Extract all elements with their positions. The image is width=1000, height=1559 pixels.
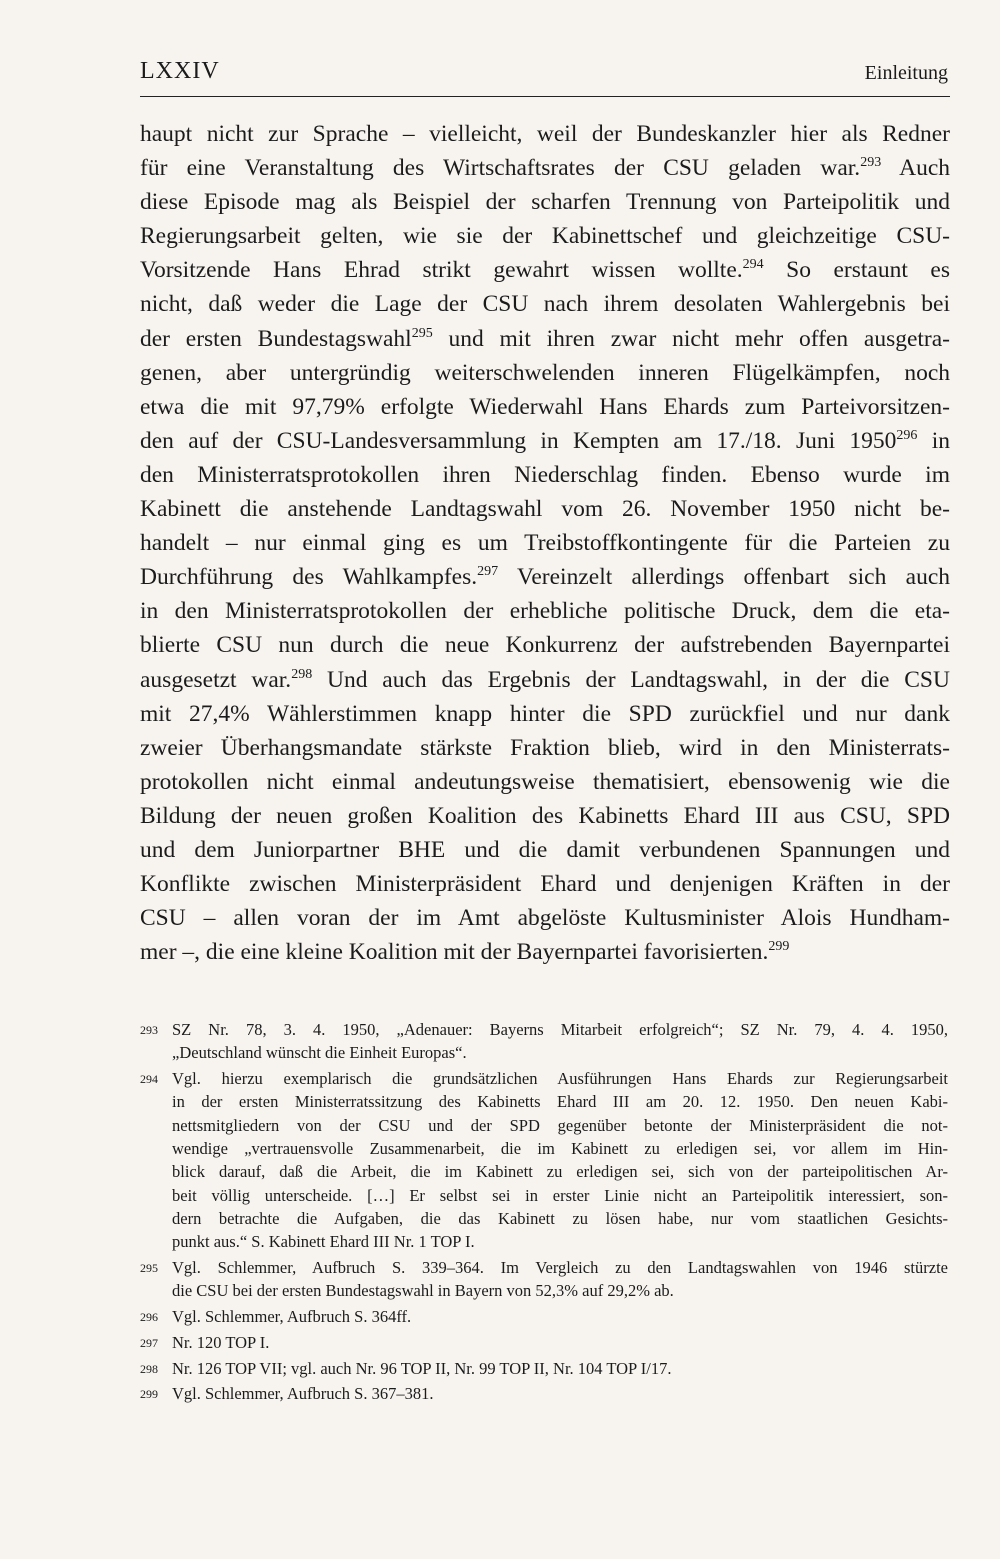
body-line: für eine Veranstaltung des Wirtschaftsrates der CSU geladen war.$^{293}$ Auch bbox=[140, 155, 950, 182]
section-title: Einleitung bbox=[864, 62, 948, 84]
footnote bbox=[140, 1382, 948, 1405]
footnote-number: 293 bbox=[140, 1023, 158, 1037]
footnotes bbox=[140, 1018, 948, 1408]
body-line: der ersten Bundestagswahl$^{295}$ und mit ihren zwar nicht mehr offen ausgetra- bbox=[140, 325, 951, 352]
footnote-number: 297 bbox=[140, 1335, 158, 1350]
body-line: in den Ministerratsprotokollen der erhebliche politische Druck, dem die eta- bbox=[140, 598, 950, 625]
footnote-line: Vgl. Schlemmer, Aufbruch S. 367–381. bbox=[172, 1384, 434, 1404]
footnote bbox=[140, 1357, 948, 1380]
footnote bbox=[140, 1256, 948, 1303]
footnote-line: blick darauf, daß die Arbeit, die im Kabinett zu erledigen sei, sich von der parteipolitischen Ar- bbox=[172, 1162, 948, 1182]
running-header bbox=[140, 58, 948, 98]
body-line: und dem Juniorpartner BHE und die damit verbundenen Spannungen und bbox=[140, 836, 950, 863]
body-line: Durchführung des Wahlkampfes.$^{297}$ Vereinzelt allerdings offenbart sich auch bbox=[140, 564, 951, 591]
footnote-ref: 299 bbox=[768, 939, 790, 955]
body-line: diese Episode mag als Beispiel der scharfen Trennung von Parteipolitik und bbox=[140, 189, 950, 216]
footnote bbox=[140, 1018, 948, 1065]
body-line: mit 27,4% Wählerstimmen knapp hinter die SPD zurückfiel und nur dank bbox=[140, 700, 950, 727]
footnote-line: Nr. 120 TOP I. bbox=[172, 1332, 270, 1352]
body-line: blierte CSU nun durch die neue Konkurrenz der aufstrebenden Bayernpartei bbox=[140, 632, 950, 659]
body-line: CSU – allen voran der im Amt abgelöste Kultusminister Alois Hundham- bbox=[140, 905, 950, 932]
body-text bbox=[140, 117, 950, 969]
footnote bbox=[140, 1305, 948, 1328]
footnote-line: Vgl. hierzu exemplarisch die grundsätzlichen Ausführungen Hans Ehards zur Regierungsarbeit bbox=[172, 1069, 948, 1089]
footnote-line: SZ Nr. 78, 3. 4. 1950, „Adenauer: Bayerns Mitarbeit erfolgreich“; SZ Nr. 79, 4. 4. 1950, bbox=[172, 1020, 948, 1039]
body-line: protokollen nicht einmal andeutungsweise thematisiert, ebensowenig wie die bbox=[140, 768, 950, 795]
footnote-ref: 296 bbox=[896, 427, 918, 443]
body-line: Bildung der neuen großen Koalition des Kabinetts Ehard III aus CSU, SPD bbox=[140, 802, 950, 829]
footnote-line: nettsmitgliedern von der CSU und der SPD gegenüber betonte der Ministerpräsident die not- bbox=[172, 1115, 948, 1135]
footnote-number: 295 bbox=[140, 1260, 158, 1275]
footnote-ref: 293 bbox=[860, 155, 882, 171]
footnote-line: Nr. 126 TOP VII; vgl. auch Nr. 96 TOP II, Nr. 99 TOP II, Nr. 104 TOP I/17. bbox=[172, 1358, 672, 1378]
footnote-line: die CSU bei der ersten Bundestagswahl in Bayern von 52,3% auf 29,2% ab. bbox=[172, 1281, 674, 1301]
body-line: Konflikte zwischen Ministerpräsident Ehard und denjenigen Kräften in der bbox=[140, 871, 950, 898]
footnote-number: 298 bbox=[140, 1361, 158, 1376]
body-line: handelt – nur einmal ging es um Treibstoffkontingente für die Parteien zu bbox=[140, 530, 950, 557]
page-number: LXXIV bbox=[140, 58, 220, 84]
footnote-line: beit völlig unterscheide. […] Er selbst sei in erster Linie nicht an Parteipolitik interessiert, son- bbox=[172, 1185, 948, 1205]
footnote-line: in der ersten Ministerratssitzung des Kabinetts Ehard III am 20. 12. 1950. Den neuen Kabi- bbox=[172, 1092, 948, 1112]
body-line: nicht, daß weder die Lage der CSU nach ihrem desolaten Wahlergebnis bei bbox=[140, 291, 950, 318]
footnote-line: punkt aus.“ S. Kabinett Ehard III Nr. 1 TOP I. bbox=[172, 1232, 475, 1252]
footnote-number: 294 bbox=[140, 1072, 158, 1087]
footnote-line: Vgl. Schlemmer, Aufbruch S. 339–364. Im Vergleich zu den Landtagswahlen von 1946 stürzte bbox=[172, 1257, 948, 1277]
footnote-number: 296 bbox=[140, 1310, 158, 1325]
body-line: genen, aber untergründig weiterschwelenden inneren Flügelkämpfen, noch bbox=[140, 359, 950, 386]
footnote-ref: 298 bbox=[291, 666, 313, 682]
footnote-line: dern betrachte die Aufgaben, die das Kabinett zu lösen habe, nur vom staatlichen Gesichts- bbox=[172, 1208, 948, 1228]
body-line: Regierungsarbeit gelten, wie sie der Kabinettschef und gleichzeitige CSU- bbox=[140, 223, 950, 250]
header-rule bbox=[140, 96, 950, 97]
body-line: mer –, die eine kleine Koalition mit der Bayernpartei favorisierten.$^{299}$ bbox=[140, 939, 790, 966]
body-line: Vorsitzende Hans Ehrad strikt gewahrt wissen wollte.$^{294}$ So erstaunt es bbox=[140, 257, 950, 284]
footnote bbox=[140, 1331, 948, 1354]
footnote-ref: 295 bbox=[411, 325, 433, 341]
body-line: ausgesetzt war.$^{298}$ Und auch das Ergebnis der Landtagswahl, in der die CSU bbox=[140, 666, 950, 693]
body-line: etwa die mit 97,79% erfolgte Wiederwahl Hans Ehards zum Parteivorsitzen- bbox=[140, 393, 950, 420]
footnote-ref: 297 bbox=[477, 564, 499, 580]
footnote bbox=[140, 1067, 948, 1253]
body-line: haupt nicht zur Sprache – vielleicht, weil der Bundeskanzler hier als Redner bbox=[140, 121, 950, 147]
footnote-line: „Deutschland wünscht die Einheit Europas“. bbox=[172, 1043, 467, 1063]
body-line: den Ministerratsprotokollen ihren Niederschlag finden. Ebenso wurde im bbox=[140, 461, 950, 488]
footnote-ref: 294 bbox=[742, 257, 764, 273]
footnote-line: wendige „vertrauensvolle Zusammenarbeit, die im Kabinett zu erledigen sei, vor allem im Hin- bbox=[172, 1138, 948, 1158]
body-line: Kabinett die anstehende Landtagswahl vom 26. November 1950 nicht be- bbox=[140, 496, 950, 523]
footnote-line: Vgl. Schlemmer, Aufbruch S. 364ff. bbox=[172, 1307, 412, 1327]
footnote-number: 299 bbox=[140, 1387, 158, 1402]
body-line: den auf der CSU-Landesversammlung in Kempten am 17./18. Juni 1950$^{296}$ in bbox=[140, 427, 950, 454]
body-line: zweier Überhangsmandate stärkste Fraktion blieb, wird in den Ministerrats- bbox=[140, 734, 950, 761]
